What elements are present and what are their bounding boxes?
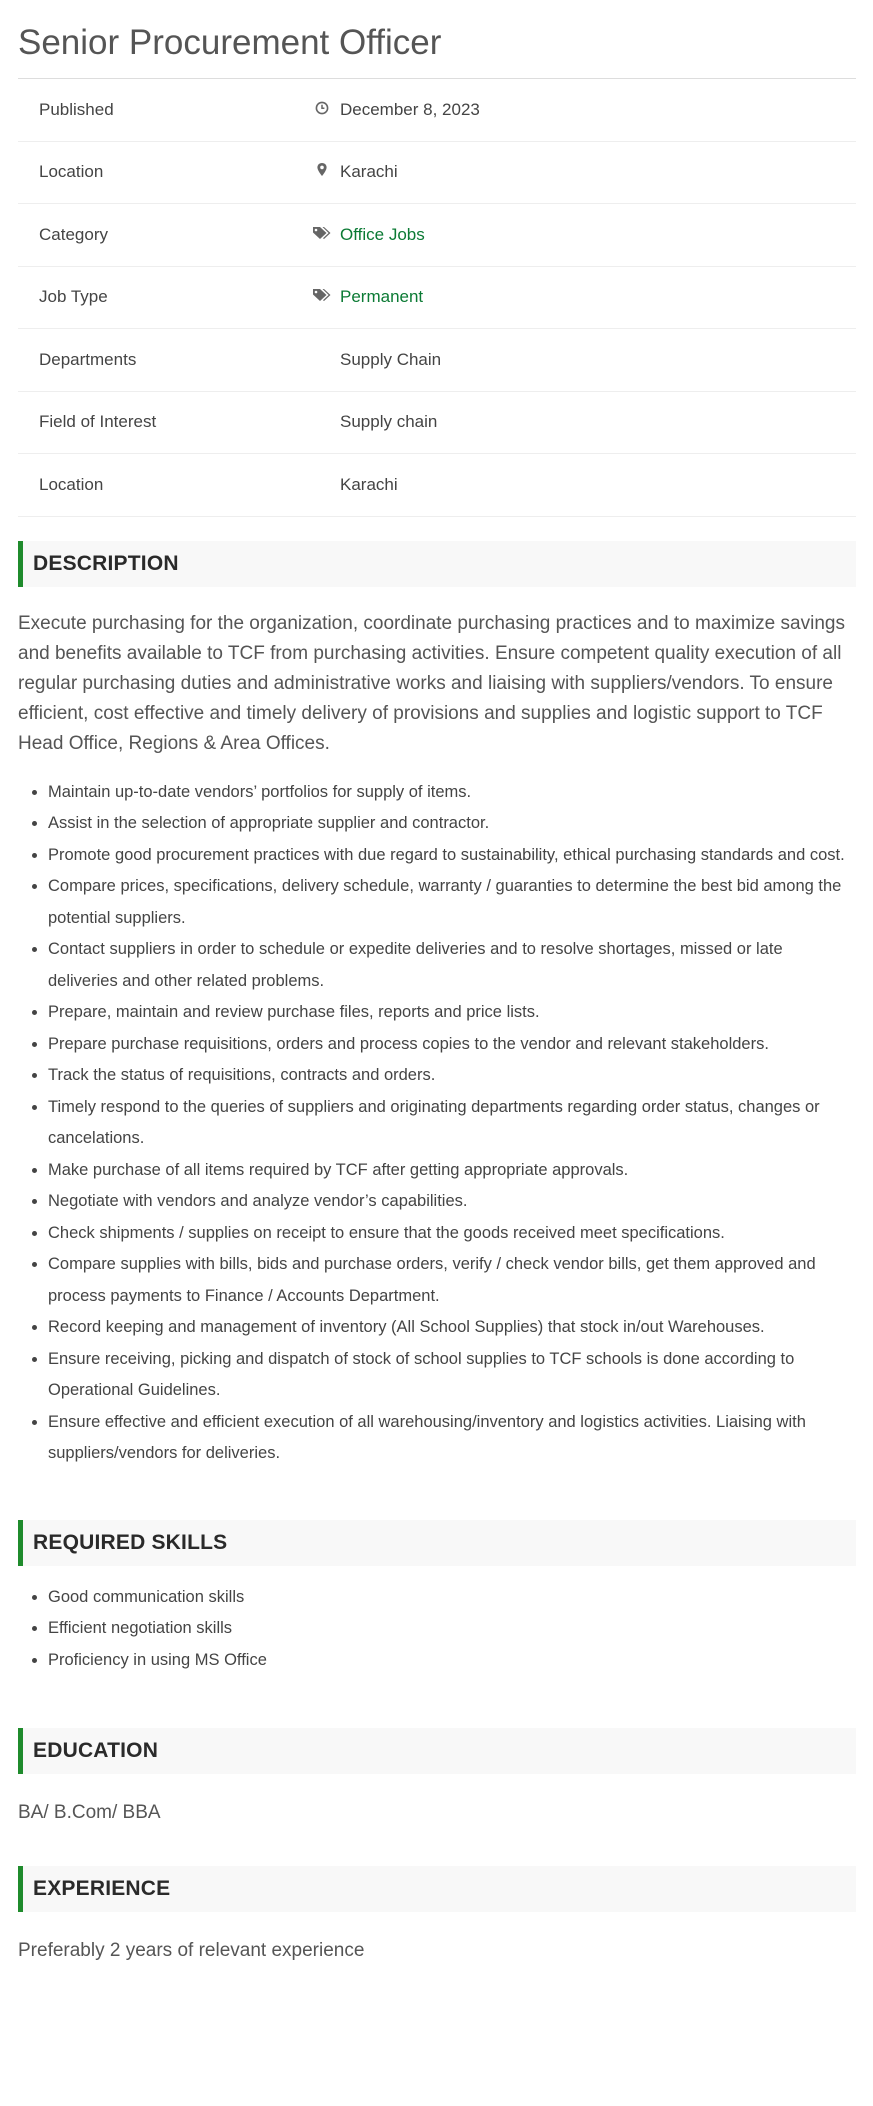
responsibility-item: • Ensure effective and efficient execution of all warehousing/inventory and logistics activities. Liaising with suppliers/vendors for deliveries. <box>48 1407 856 1470</box>
meta-row-location-2 <box>18 454 856 517</box>
tags-icon <box>304 266 340 329</box>
map-marker-icon <box>304 141 340 204</box>
clock-icon <box>304 79 340 141</box>
skill-item: • Proficiency in using MS Office <box>48 1645 856 1677</box>
description-heading: DESCRIPTION <box>33 551 179 575</box>
category-link[interactable]: Office Jobs <box>340 224 425 244</box>
responsibility-item: • Ensure receiving, picking and dispatch of stock of school supplies to TCF schools is done according to Operational Guidelines. <box>48 1344 856 1407</box>
meta-value <box>340 204 856 267</box>
responsibility-item: • Promote good procurement practices with due regard to sustainability, ethical purchasing standards and cost. <box>48 840 856 872</box>
meta-row-location <box>18 141 856 204</box>
responsibility-item: • Prepare, maintain and review purchase files, reports and price lists. <box>48 997 856 1029</box>
responsibilities-list <box>18 777 856 1470</box>
responsibility-item: • Compare prices, specifications, delivery schedule, warranty / guaranties to determine the best bid among the potential suppliers. <box>48 871 856 934</box>
responsibility-item: • Maintain up-to-date vendors’ portfolios for supply of items. <box>48 777 856 809</box>
education-heading: EDUCATION <box>33 1739 159 1762</box>
experience-section-header <box>18 1866 856 1912</box>
meta-value: Supply chain <box>340 412 438 432</box>
responsibility-item: • Negotiate with vendors and analyze vendor’s capabilities. <box>48 1186 856 1218</box>
meta-value: Karachi <box>340 162 398 182</box>
experience-text: Preferably 2 years of relevant experience <box>18 1940 365 1961</box>
job-meta-table <box>18 79 856 517</box>
meta-label: Field of Interest <box>39 412 157 432</box>
meta-label: Category <box>39 224 108 244</box>
meta-label: Departments <box>39 349 137 369</box>
meta-row-category <box>18 204 856 267</box>
meta-label: Job Type <box>39 287 108 307</box>
meta-value: December 8, 2023 <box>340 99 480 119</box>
skills-heading: REQUIRED SKILLS <box>33 1530 228 1554</box>
skills-section-header <box>18 1520 856 1566</box>
responsibility-item: • Track the status of requisitions, contracts and orders. <box>48 1060 856 1092</box>
meta-value: Supply Chain <box>340 349 442 369</box>
meta-value: Karachi <box>340 474 398 494</box>
meta-row-job-type <box>18 266 856 329</box>
responsibility-item: • Compare supplies with bills, bids and purchase orders, verify / check vendor bills, get them approved and process payments to Finance / Accounts Department. <box>48 1249 856 1312</box>
responsibility-item: • Prepare purchase requisitions, orders and process copies to the vendor and relevant stakeholders. <box>48 1029 856 1061</box>
education-section-header <box>18 1728 856 1774</box>
job-type-link[interactable]: Permanent <box>340 287 424 307</box>
skills-list <box>18 1582 856 1677</box>
responsibility-item: • Contact suppliers in order to schedule or expedite deliveries and to resolve shortages, missed or late deliveries and other related problems. <box>48 934 856 997</box>
responsibility-item: • Assist in the selection of appropriate supplier and contractor. <box>48 808 856 840</box>
responsibility-item: • Make purchase of all items required by TCF after getting appropriate approvals. <box>48 1155 856 1187</box>
page-title: Senior Procurement Officer <box>18 18 856 79</box>
description-section-header <box>18 541 856 587</box>
responsibility-item: • Record keeping and management of inventory (All School Supplies) that stock in/out Warehouses. <box>48 1312 856 1344</box>
meta-row-departments <box>18 329 856 392</box>
meta-label: Location <box>39 162 104 182</box>
skill-item: • Efficient negotiation skills <box>48 1613 856 1645</box>
responsibility-item: • Check shipments / supplies on receipt to ensure that the goods received meet specifications. <box>48 1218 856 1250</box>
meta-label: Location <box>39 474 104 494</box>
education-text: BA/ B.Com/ BBA <box>18 1802 161 1823</box>
meta-label: Published <box>39 99 114 119</box>
responsibility-item: • Timely respond to the queries of suppliers and originating departments regarding order status, changes or cancelations. <box>48 1092 856 1155</box>
description-intro: Execute purchasing for the organization, coordinate purchasing practices and to maximize savings and benefits available to TCF from purchasing activities. Ensure competent quality execution of all regular purchasing duties and administrative works and liaising with suppliers/vendors. To ensure efficient, cost effective and timely delivery of provisions and supplies and logistic support to TCF Head Office, Regions & Area Offices. <box>18 612 845 754</box>
meta-row-field-of-interest <box>18 391 856 454</box>
tags-icon <box>304 204 340 267</box>
meta-value <box>340 266 856 329</box>
skill-item: • Good communication skills <box>48 1582 856 1614</box>
meta-row-published <box>18 79 856 141</box>
experience-heading: EXPERIENCE <box>33 1877 171 1900</box>
